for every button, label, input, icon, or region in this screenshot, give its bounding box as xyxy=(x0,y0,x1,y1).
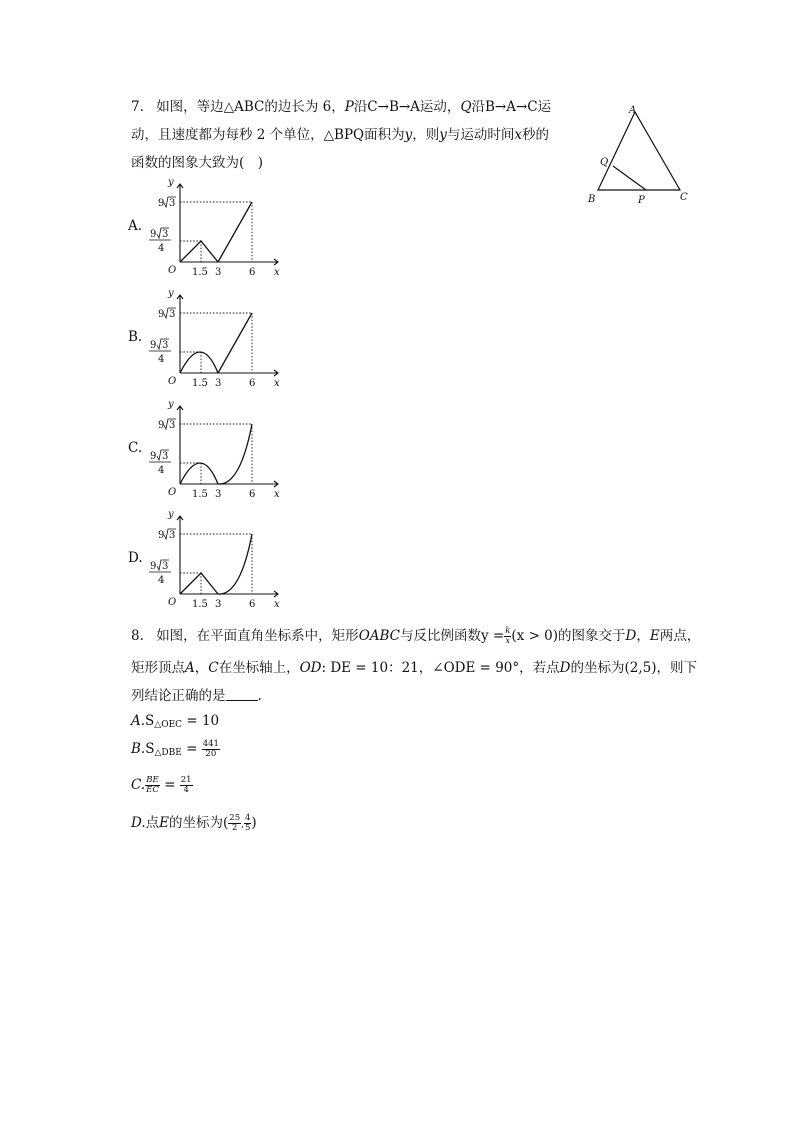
q7-line-2 xyxy=(131,126,549,144)
axis-label: 3 xyxy=(162,451,169,462)
q7-var: y xyxy=(439,127,447,143)
axis-label: 3 xyxy=(215,267,222,278)
triangle-figure xyxy=(585,100,695,210)
axis-label: 1.5 xyxy=(192,489,208,500)
axis-label: 3 xyxy=(169,198,176,209)
axis-label: 9 xyxy=(150,561,157,572)
q8-var: E xyxy=(649,628,660,644)
option-letter: B. xyxy=(128,329,143,345)
q8-text: : DE = 10：21，∠ODE = 90°，若点 xyxy=(321,660,560,676)
graph-svg xyxy=(128,510,288,620)
option-text: ) xyxy=(251,815,257,831)
q7-text: ，则 xyxy=(412,127,440,143)
q7-text: 的边长为 6， xyxy=(264,99,345,115)
option-graph-c[interactable] xyxy=(128,400,288,510)
option-letter: A. xyxy=(131,713,146,729)
q7-var: x xyxy=(514,127,523,143)
coord-y-fraction: $\frac{4}{5}$ xyxy=(244,813,251,833)
axis-label: 4 xyxy=(158,465,165,476)
option-c-right-fraction: $\frac{21}{4}$ xyxy=(180,775,192,795)
q7-text: 沿B→A→C运 xyxy=(471,99,552,115)
q8-var: OD xyxy=(299,660,322,676)
q7-text: 沿C→B→A运动， xyxy=(353,99,461,115)
option-letter: C. xyxy=(131,777,146,793)
function-curve xyxy=(180,313,252,373)
axis-label: 9 xyxy=(158,198,165,209)
axis-label: 1.5 xyxy=(192,599,208,610)
q7-number: 7. xyxy=(131,99,144,115)
option-graph-d[interactable] xyxy=(128,510,288,620)
q7-text: 动，且速度都为每秒 2 个单位， xyxy=(131,127,324,143)
q8-text: ， xyxy=(194,660,209,676)
q7-text: 函数的图象大致为( ) xyxy=(131,155,264,171)
axis-label: x xyxy=(274,599,280,610)
axis-label: y xyxy=(168,509,174,520)
option-text: = xyxy=(159,777,180,793)
graph-svg xyxy=(128,400,288,510)
label-b: B xyxy=(588,194,596,205)
segment-qp xyxy=(613,166,646,190)
q8-option-b xyxy=(131,740,220,762)
axis-label: x xyxy=(274,378,280,389)
k-over-x-fraction: $\frac{k}{x}$ xyxy=(505,626,511,646)
label-c: C xyxy=(680,192,688,203)
axis-label: 3 xyxy=(162,561,169,572)
axis-label: O xyxy=(168,487,177,498)
q8-var: C xyxy=(208,660,219,676)
q7-text: 秒的 xyxy=(522,127,550,143)
q8-text: 与反比例函数y = xyxy=(400,628,505,644)
option-letter: A. xyxy=(128,218,143,234)
q8-option-c xyxy=(131,776,193,795)
option-c-left-fraction: $\frac{BE}{EC}$ xyxy=(146,775,159,795)
option-text: = 10 xyxy=(182,713,220,729)
option-text: S xyxy=(145,741,155,757)
option-letter: C. xyxy=(128,440,143,456)
q8-var: OABC xyxy=(358,628,401,644)
option-text: S xyxy=(145,713,155,729)
q8-var: D xyxy=(559,660,571,676)
axis-label: 6 xyxy=(249,489,256,500)
q8-text: ， xyxy=(636,628,650,644)
guide-lines xyxy=(180,424,252,484)
label-p: P xyxy=(638,195,645,206)
graph-svg xyxy=(128,289,288,399)
axis-label: 6 xyxy=(249,599,256,610)
axis-label: O xyxy=(168,376,177,387)
q7-var: y xyxy=(404,127,413,143)
axis-label: 9 xyxy=(158,530,165,541)
axis-label: O xyxy=(168,265,177,276)
q7-var: Q xyxy=(460,99,472,115)
axis-label: O xyxy=(168,597,177,608)
q8-option-a xyxy=(131,712,219,734)
guide-lines xyxy=(180,313,252,373)
q8-line-3 xyxy=(131,687,262,705)
axes xyxy=(177,516,278,597)
q8-text: 在坐标轴上， xyxy=(218,660,300,676)
axis-label: 6 xyxy=(249,267,256,278)
axes xyxy=(177,406,278,487)
axis-label: 4 xyxy=(158,354,165,365)
option-letter: D. xyxy=(128,550,143,566)
q8-var: D xyxy=(625,628,637,644)
option-text: 点 xyxy=(145,815,160,831)
option-graph-b[interactable] xyxy=(128,289,288,399)
q8-text: 的坐标为(2,5)，则下 xyxy=(570,660,697,676)
axis-label: 3 xyxy=(215,378,222,389)
axis-label: 9 xyxy=(150,451,157,462)
guide-lines xyxy=(180,534,252,594)
axis-label: 6 xyxy=(249,378,256,389)
axis-label: 9 xyxy=(158,309,165,320)
q8-text: 两点， xyxy=(659,628,701,644)
q8-text: 如图，在平面直角坐标系中，矩形 xyxy=(156,628,359,644)
axis-label: 3 xyxy=(169,530,176,541)
option-graph-a[interactable] xyxy=(128,178,288,288)
function-curve xyxy=(180,534,252,594)
triangle-abc xyxy=(598,112,680,190)
axis-label: y xyxy=(168,288,174,299)
q8-number: 8. xyxy=(131,628,144,644)
label-q: Q xyxy=(600,157,609,168)
q8-line-2 xyxy=(131,659,697,677)
label-a: A xyxy=(629,105,637,116)
axis-label: y xyxy=(168,399,174,410)
guide-lines xyxy=(180,202,252,262)
axis-label: 4 xyxy=(158,243,165,254)
axis-label: 3 xyxy=(169,309,176,320)
q7-text: 面积为 xyxy=(364,127,405,143)
option-var: E xyxy=(159,815,169,831)
q7-line-3 xyxy=(131,154,263,172)
option-text: 的坐标为( xyxy=(169,815,229,831)
axis-label: 9 xyxy=(150,340,157,351)
axis-label: 3 xyxy=(215,599,222,610)
axis-label: 1.5 xyxy=(192,267,208,278)
q8-line-1 xyxy=(131,627,700,646)
axis-label: 4 xyxy=(158,575,165,586)
graph-svg xyxy=(128,178,288,288)
option-sub: △DBE xyxy=(154,748,182,758)
q7-line-1 xyxy=(131,98,551,116)
axis-label: y xyxy=(168,177,174,188)
q7-text: 如图，等边 xyxy=(156,99,224,115)
axis-label: 3 xyxy=(162,340,169,351)
q7-text: △BPQ xyxy=(323,127,365,143)
axes xyxy=(177,184,278,265)
axes xyxy=(177,295,278,376)
option-letter: D. xyxy=(131,815,146,831)
option-text: = xyxy=(181,741,202,757)
q8-text: 列结论正确的是 xyxy=(131,688,226,704)
option-b-fraction: $\frac{441}{20}$ xyxy=(202,739,219,759)
answer-blank[interactable] xyxy=(226,688,258,701)
axis-label: 1.5 xyxy=(192,378,208,389)
option-letter: B. xyxy=(131,741,146,757)
axis-label: 3 xyxy=(169,420,176,431)
coord-x-fraction: $\frac{25}{2}$ xyxy=(229,813,241,833)
q7-var: P xyxy=(344,99,354,115)
q8-text: 矩形顶点 xyxy=(131,660,185,676)
axis-label: 3 xyxy=(162,229,169,240)
axis-label: 9 xyxy=(150,229,157,240)
q8-text: . xyxy=(257,688,262,704)
option-sub: △OEC xyxy=(154,720,183,730)
axis-label: 3 xyxy=(215,489,222,500)
axis-label: 9 xyxy=(158,420,165,431)
axis-label: x xyxy=(274,489,280,500)
function-curve xyxy=(180,424,252,484)
axis-label: x xyxy=(274,267,280,278)
q8-var: A xyxy=(185,660,195,676)
function-curve xyxy=(180,202,252,262)
q7-text: 与运动时间 xyxy=(446,127,515,143)
q7-text: △ABC xyxy=(223,99,265,115)
q8-text: (x > 0)的图象交于 xyxy=(511,628,626,644)
q8-option-d: D.点E的坐标为( $\frac{25}{2}$ , $\frac{4}{5}$ ) xyxy=(131,813,257,833)
